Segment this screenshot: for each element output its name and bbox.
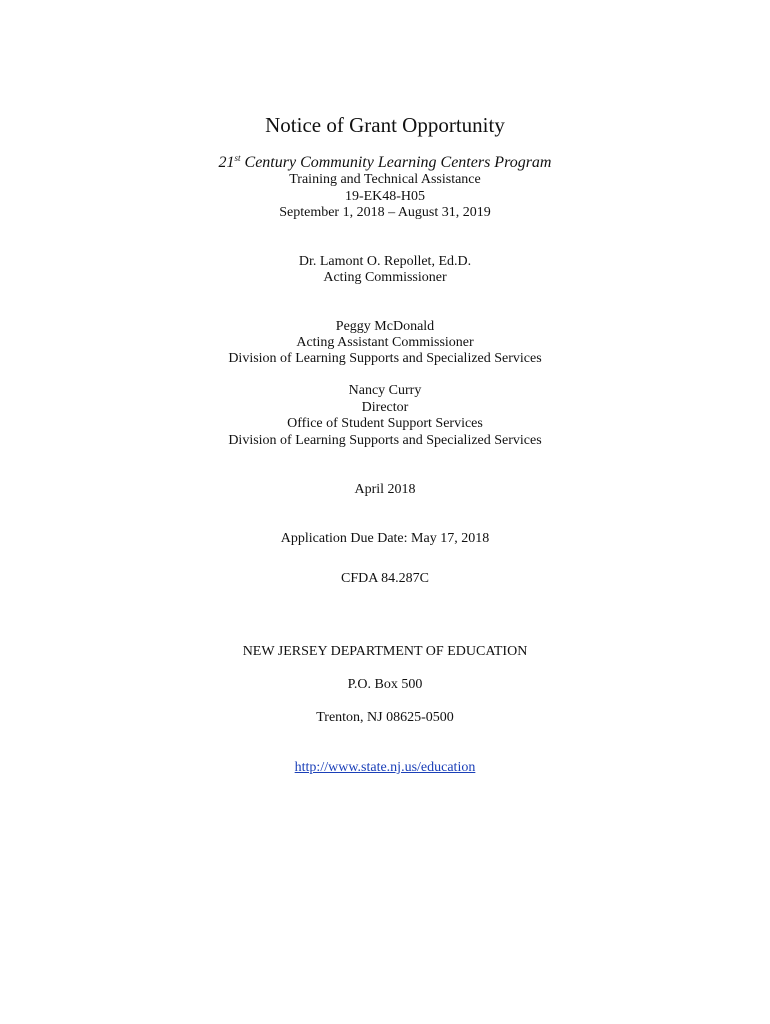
po-box: P.O. Box 500 xyxy=(347,677,423,692)
due-date: Application Due Date: May 17, 2018 xyxy=(280,531,490,546)
program-number: 21 xyxy=(218,154,235,171)
commissioner-name: Dr. Lamont O. Repollet, Ed.D. xyxy=(298,254,472,269)
program-name xyxy=(0,154,770,172)
director-name: Nancy Curry xyxy=(348,383,422,398)
assistant-division: Division of Learning Supports and Specialized Services xyxy=(228,351,542,366)
director-title: Director xyxy=(361,400,409,415)
website-link[interactable]: http://www.state.nj.us/education xyxy=(294,760,476,775)
ordinal-suffix: st xyxy=(234,153,241,163)
issue-date: April 2018 xyxy=(354,482,416,497)
grant-code: 19-EK48-H05 xyxy=(344,189,426,204)
commissioner-title: Acting Commissioner xyxy=(323,270,447,285)
cfda-number: CFDA 84.287C xyxy=(341,571,429,586)
city-address: Trenton, NJ 08625-0500 xyxy=(316,710,454,725)
director-division: Division of Learning Supports and Specialized Services xyxy=(228,433,542,448)
grant-period: September 1, 2018 – August 31, 2019 xyxy=(279,205,491,220)
program-title: Century Community Learning Centers Program xyxy=(240,154,552,171)
document-title: Notice of Grant Opportunity xyxy=(265,113,505,137)
director-office: Office of Student Support Services xyxy=(287,416,483,431)
assistant-name: Peggy McDonald xyxy=(335,319,435,334)
website-line xyxy=(0,760,770,776)
program-subtitle: Training and Technical Assistance xyxy=(289,172,481,187)
department-name: NEW JERSEY DEPARTMENT OF EDUCATION xyxy=(242,644,528,659)
assistant-title: Acting Assistant Commissioner xyxy=(296,335,474,350)
